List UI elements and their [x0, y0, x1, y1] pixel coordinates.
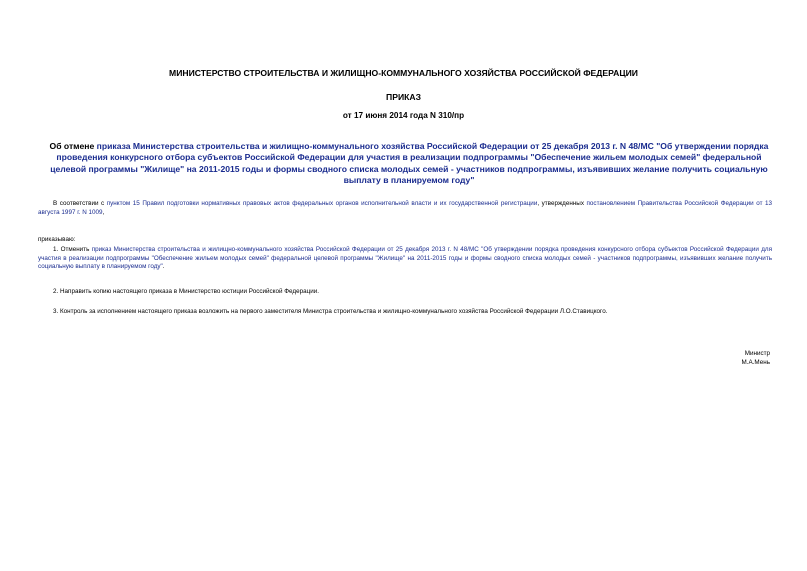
- signature-position: Министр: [744, 350, 770, 357]
- item-1-paragraph: [38, 246, 772, 272]
- basis-text-mid: , утвержденных: [537, 200, 587, 207]
- signature-block: [741, 350, 770, 367]
- document-date-number: от 17 июня 2014 года N 310/пр: [342, 111, 465, 120]
- item-1-link[interactable]: приказ Министерства строительства и жилищно-коммунального хозяйства Российской Федерации от 25 декабря 2013 г. N 48/МС "Об утверждении порядка проведения конкурсного отбора субъектов Российской Федерации для участия в реализации подпрограммы "Обеспечение жильем молодых семей" федеральной целевой программы "Жилище" на 2011-2015 годы и формы сводного списка молодых семей - участников подпрограммы, изъявивших желание получить социальную выплату в планируемом году": [38, 246, 773, 271]
- ministry-heading: МИНИСТЕРСТВО СТРОИТЕЛЬСТВА И ЖИЛИЩНО-КОММУНАЛЬНОГО ХОЗЯЙСТВА РОССИЙСКОЙ ФЕДЕРАЦИИ: [169, 68, 638, 78]
- basis-link-resolution[interactable]: постановлением Правительства Российской Федерации от 13 августа 1997 г. N 1009: [38, 200, 773, 216]
- subject-prefix: Об отмене: [49, 141, 97, 151]
- item-1-text-post: .: [162, 263, 165, 271]
- basis-text-post: ,: [102, 208, 105, 216]
- item-3-paragraph: 3. Контроль за исполнением настоящего приказа возложить на первого заместителя Министра строительства и жилищно-коммунального хозяйства Российской Федерации Л.О.Ставицкого.: [53, 308, 608, 315]
- order-word: приказываю:: [38, 236, 76, 243]
- document-subject: [46, 141, 772, 186]
- document-type: ПРИКАЗ: [386, 92, 421, 102]
- signature-name: М.А.Мень: [741, 358, 770, 366]
- item-1-text-pre: 1. Отменить: [53, 246, 92, 253]
- basis-paragraph: [38, 200, 772, 217]
- subject-link[interactable]: приказа Министерства строительства и жилищно-коммунального хозяйства Российской Федерации от 25 декабря 2013 г. N 48/МС "Об утверждении порядка проведения конкурсного отбора субъектов Российской Федерации для участия в реализации подпрограммы "Обеспечение жильем молодых семей" федеральной целевой программы "Жилище" на 2011-2015 годы и формы сводного списка молодых семей - участников подпрограммы, изъявивших желание получить социальную выплату в планируемом году": [50, 141, 769, 185]
- basis-link-rules[interactable]: пунктом 15 Правил подготовки нормативных правовых актов федеральных органов исполнительной власти и их государственной регистрации: [106, 200, 538, 207]
- item-2-paragraph: 2. Направить копию настоящего приказа в Министерство юстиции Российской Федерации.: [53, 288, 319, 295]
- basis-text-pre: В соответствии с: [53, 200, 107, 207]
